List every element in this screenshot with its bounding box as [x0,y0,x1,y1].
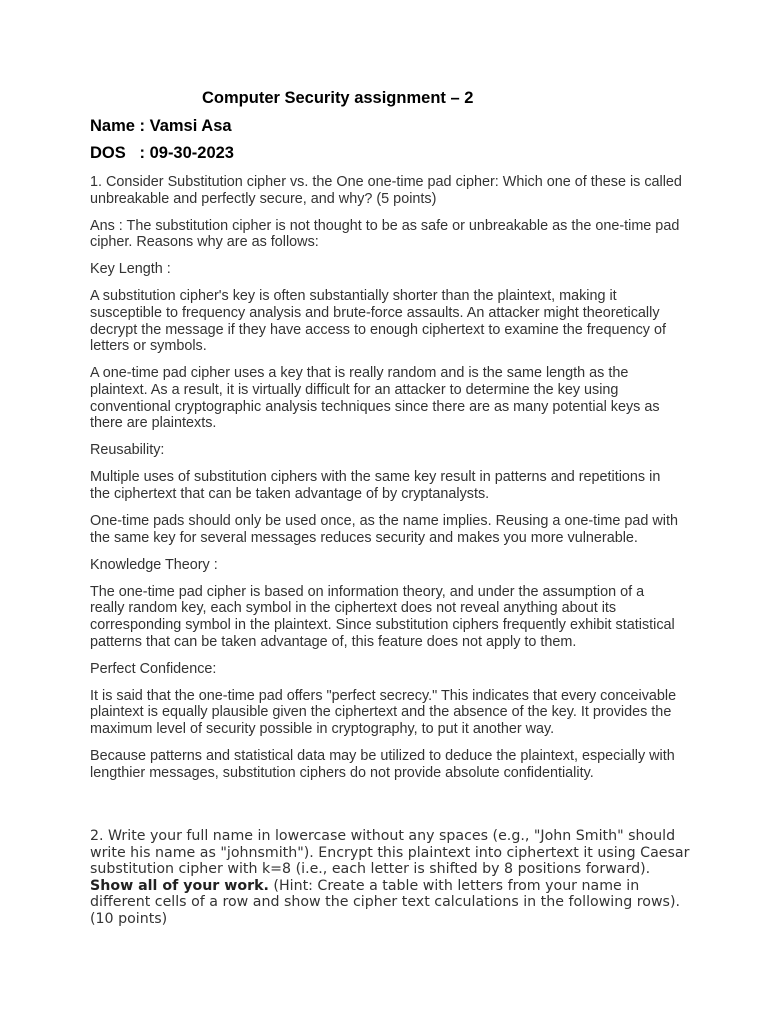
section-heading-knowledge-theory: Knowledge Theory : [90,556,218,573]
answer-body [90,174,682,792]
section-heading-key-length: Key Length : [90,261,171,278]
document-title: Computer Security assignment – 2 [202,89,474,107]
question-2 [90,828,690,928]
question-1: 1. Consider Substitution cipher vs. the One one-time pad cipher: Which one of these is called unbreakable and perfectly secure, and why? (5 points) [90,174,682,207]
paragraph: The one-time pad cipher is based on information theory, and under the assumption of a really random key, each symbol in the ciphertext does not reveal anything about its corresponding symbol in the plaintext. Since substitution ciphers frequently exhibit statistical patterns that can be taken advantage of, this feature does not apply to them. [90,583,675,650]
question-2-emphasis: Show all of your work. [90,877,269,894]
paragraph: It is said that the one-time pad offers "perfect secrecy." This indicates that every conceivable plaintext is equally plausible given the ciphertext and the absence of the key. It provides the maximum level of security possible in cryptography, to put it another way. [90,687,677,737]
paragraph: Multiple uses of substitution ciphers with the same key result in patterns and repetitions in the ciphertext that can be taken advantage of by cryptanalysts. [90,469,661,502]
question-2-text: 2. Write your full name in lowercase without any spaces (e.g., "John Smith" should write his name as "johnsmith"). Encrypt this plaintext into ciphertext it using Caesar substitution cipher with k=8 (i.e., each letter is shifted by 8 positions forward). [90,828,690,878]
paragraph: A substitution cipher's key is often substantially shorter than the plaintext, making it susceptible to frequency analysis and brute-force assaults. An attacker might theoretically decrypt the message if they have access to enough ciphertext to examine the frequency of letters or symbols. [90,288,666,355]
paragraph: A one-time pad cipher uses a key that is really random and is the same length as the plaintext. As a result, it is virtually difficult for an attacker to determine the key using conventional cryptographic analysis techniques since there are as many potential keys as there are plaintexts. [90,365,660,432]
student-name: Name : Vamsi Asa [90,117,232,135]
date-of-submission: DOS : 09-30-2023 [90,144,234,162]
section-heading-reusability: Reusability: [90,442,165,459]
section-heading-perfect-confidence: Perfect Confidence: [90,660,217,677]
question-2-hint: (Hint: Create a table with letters from your name in different cells of a row and show the cipher text calculations in the following rows). (10 points) [90,877,680,927]
paragraph: One-time pads should only be used once, as the name implies. Reusing a one-time pad with the same key for several messages reduces security and makes you more vulnerable. [90,513,678,546]
paragraph: Because patterns and statistical data may be utilized to deduce the plaintext, especially with lengthier messages, substitution ciphers do not provide absolute confidentiality. [90,748,675,781]
answer-intro: Ans : The substitution cipher is not thought to be as safe or unbreakable as the one-time pad cipher. Reasons why are as follows: [90,217,680,251]
